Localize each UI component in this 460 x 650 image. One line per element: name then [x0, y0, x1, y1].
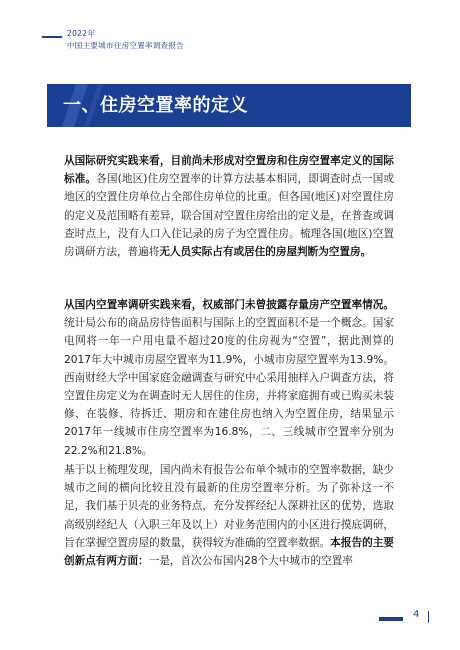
report-title: 中国主要城市住房空置率调查报告 — [67, 41, 184, 50]
section-banner — [47, 84, 411, 127]
paragraph-lead-bold: 从国际研究实践来看，目前尚未形成对空置房和住房空置率定义的国际标准。 — [64, 155, 394, 186]
paragraph-body-continued: 一是，首次公布国内28个大中城市的空置率 — [148, 555, 353, 568]
paragraph-methodology — [64, 461, 394, 570]
paragraph-emphasis-bold: 无人员实际占有或居住的房屋判断为空置房。 — [159, 246, 372, 259]
footer-accent-bar — [379, 617, 403, 621]
paragraph-body: 基于以上梳理发现，国内尚未有报告公布单个城市的空置率数据，缺少城市之间的横向比较且没有最新的住房空置率分析。为了弥补这一不足，我们基于贝壳的业务特点，充分发挥经纪人深耕社区的优势，选取高级别经纪人（入职三年及以上）对业务范围内的小区进行摸底调研，旨在掌握空置房屋的数量，获得较为准确的空置率数据。 — [64, 464, 394, 549]
paragraph-emphasis-bold: 本报告的主要创新点有两方面： — [64, 536, 394, 568]
paragraph-international — [64, 152, 394, 261]
paragraph-body: 各国(地区)住房空置率的计算方法基本相同，即调查时点一国或地区的空置住房单位占全部住房单位的比重。但各国(地区)对空置住房的定义及范围略有差异，联合国对空置住房给出的定义是，在普查或调查时点上，没有人口入住记录的房子为空置住房。梳理各国(地区)空置房调研方法，普遍将 — [64, 173, 395, 259]
report-year: 2022年 — [67, 29, 96, 38]
paragraph-lead-bold: 从国内空置率调研实践来看，权威部门未曾披露存量房产空置率情况。 — [64, 299, 394, 311]
paragraph-body: 统计局公布的商品房待售面积与国际上的空置面积不是一个概念。国家电网将一年一户用电量不超过20度的住房视为“空置”，据此测算的2017年大中城市房屋空置率为11.9%，小城市房屋空置率为13.9%。西南财经大学中国家庭金融调查与研究中心采用抽样入户调查方法，将空置住房定义为在调查时无人居住的住房，并将家庭拥有或已购买未装修、在装修、待拆迁、期房和在建住房也纳入为空置住房，结果显示2017年一线城市住房空置率为16.8%，二、三线城市空置率分别为22.2%和21.8%。 — [64, 317, 394, 457]
paragraph-domestic — [64, 296, 394, 460]
page-number: 4 — [413, 609, 420, 620]
footer-divider — [428, 611, 429, 623]
section-title: 一、住房空置率的定义 — [63, 95, 248, 116]
header-accent-bar — [42, 36, 62, 38]
